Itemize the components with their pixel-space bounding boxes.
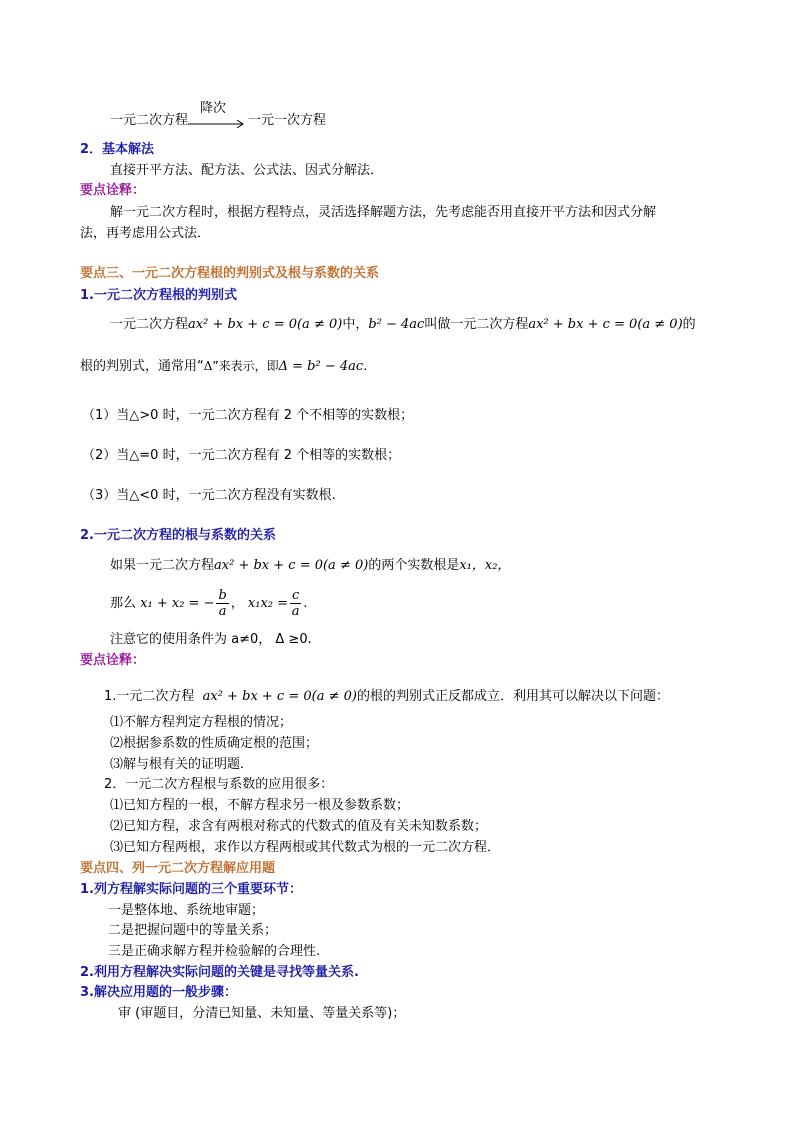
step-item2: 二是把握问题中的等量关系； xyxy=(108,923,278,938)
right-arrow-icon xyxy=(188,120,248,128)
case-zero: （2）当△=0 时，一元二次方程有 2 个相等的实数根； xyxy=(82,448,401,463)
fraction-c-over-a xyxy=(290,588,301,619)
note-heading: 要点诠释： xyxy=(80,653,146,668)
section-heading-basic-methods: 2．基本解法 xyxy=(80,142,155,157)
note-text-line2: 法，再考虑用公式法． xyxy=(80,226,211,241)
note1-item3: ⑶解与根有关的证明题． xyxy=(110,757,254,772)
discriminant-subheading: 1.一元二次方程根的判别式 xyxy=(80,288,237,303)
delta-symbol: Δ xyxy=(203,359,213,373)
equation-formula: ax² + bx + c = 0(a ≠ 0) xyxy=(188,317,343,332)
note2-item3: ⑶已知方程两根，求作以方程两根或其代数式为根的一元二次方程． xyxy=(110,840,501,855)
step-item1: 一是整体地、系统地审题； xyxy=(108,903,265,918)
fraction-b-over-a xyxy=(216,588,228,619)
text: . xyxy=(363,359,368,374)
vieta-subheading: 2.一元二次方程的根与系数的关系 xyxy=(80,528,276,543)
key-point-subheading: 2.利用方程解决实际问题的关键是寻找等量关系. xyxy=(80,965,359,980)
text: 如果一元二次方程 xyxy=(110,558,215,573)
note2-item2: ⑵已知方程，求含有两根对称式的代数式的值及有关未知数系数； xyxy=(110,819,488,834)
equation-formula: ax² + bx + c = 0(a ≠ 0) xyxy=(214,558,369,573)
usage-condition: 注意它的使用条件为 a≠0， Δ ≥0. xyxy=(110,632,312,647)
discriminant-definition-line2 xyxy=(80,357,367,376)
text: ”来表示，即 xyxy=(212,359,279,373)
text: 一元二次方程 xyxy=(110,317,189,332)
point4-title: 要点四、列一元二次方程解应用题 xyxy=(80,861,276,876)
text: 那么 xyxy=(110,596,137,611)
text: 的根的判别式正反都成立．利用其可以解决以下问题： xyxy=(356,689,669,704)
arrow-label: 降次 xyxy=(200,101,227,116)
text: 叫做一元二次方程 xyxy=(424,317,529,332)
linear-equation-label: 一元一次方程 xyxy=(248,113,327,128)
case-negative: （3）当△<0 时，一元二次方程没有实数根. xyxy=(82,488,336,503)
step-item3: 三是正确求解方程并检验解的合理性. xyxy=(108,944,321,959)
equation-formula: ax² + bx + c = 0(a ≠ 0) xyxy=(202,689,357,704)
delta-formula: Δ = b² − 4ac xyxy=(278,359,364,374)
sum-lhs: x₁ + x₂ = − xyxy=(140,596,215,611)
general-step1: 审 (审题目，分清已知量、未知量、等量关系等)； xyxy=(118,1006,406,1021)
note-heading: 要点诠释： xyxy=(80,183,146,198)
basic-methods-text: 直接开平方法、配方法、公式法、因式分解法． xyxy=(110,163,384,178)
reduction-diagram xyxy=(110,101,327,130)
note2-item1: ⑴已知方程的一根，不解方程求另一根及参数系数； xyxy=(110,798,410,813)
numerator: c xyxy=(292,588,300,603)
text: 1.一元二次方程 xyxy=(104,689,195,704)
text: 的 xyxy=(682,317,696,332)
general-steps-subheading: 3.解决应用题的一般步骤： xyxy=(80,985,237,1000)
quadratic-equation-label: 一元二次方程 xyxy=(110,113,189,128)
discriminant-formula: b² − 4ac xyxy=(368,317,425,332)
discriminant-definition-line1 xyxy=(110,316,696,334)
roots-formula: x₁，x₂， xyxy=(459,558,511,573)
denominator: a xyxy=(291,604,300,619)
vieta-line1 xyxy=(110,557,510,575)
note1-item2: ⑵根据参系数的性质确定根的范围； xyxy=(110,736,319,751)
case-positive: （1）当△>0 时，一元二次方程有 2 个不相等的实数根； xyxy=(82,408,414,423)
numerator: b xyxy=(218,588,227,603)
point3-title: 要点三、一元二次方程根的判别式及根与系数的关系 xyxy=(80,266,380,281)
reduce-degree-arrow xyxy=(188,101,248,130)
equation-formula: ax² + bx + c = 0(a ≠ 0) xyxy=(528,317,683,332)
text: 根的判别式，通常用“ xyxy=(80,359,204,374)
text: 中， xyxy=(342,317,369,332)
vieta-formulas: 那么 x₁ + x₂ = − $\frac{b}{a}$ ， x₁x₂ = $\frac{c}{a}$ . xyxy=(110,588,308,619)
denominator: a xyxy=(218,604,227,619)
product-lhs: x₁x₂ = xyxy=(247,596,289,611)
three-steps-subheading: 1.列方程解实际问题的三个重要环节： xyxy=(80,882,302,897)
note1-item1: ⑴不解方程判定方程根的情况； xyxy=(110,715,293,730)
text: 的两个实数根是 xyxy=(368,558,460,573)
note1-line xyxy=(104,688,669,706)
note2-line: 2．一元二次方程根与系数的应用很多： xyxy=(104,777,334,792)
note-text-line1: 解一元二次方程时，根据方程特点，灵活选择解题方法，先考虑能否用直接开平方法和因式分解 xyxy=(110,205,657,220)
